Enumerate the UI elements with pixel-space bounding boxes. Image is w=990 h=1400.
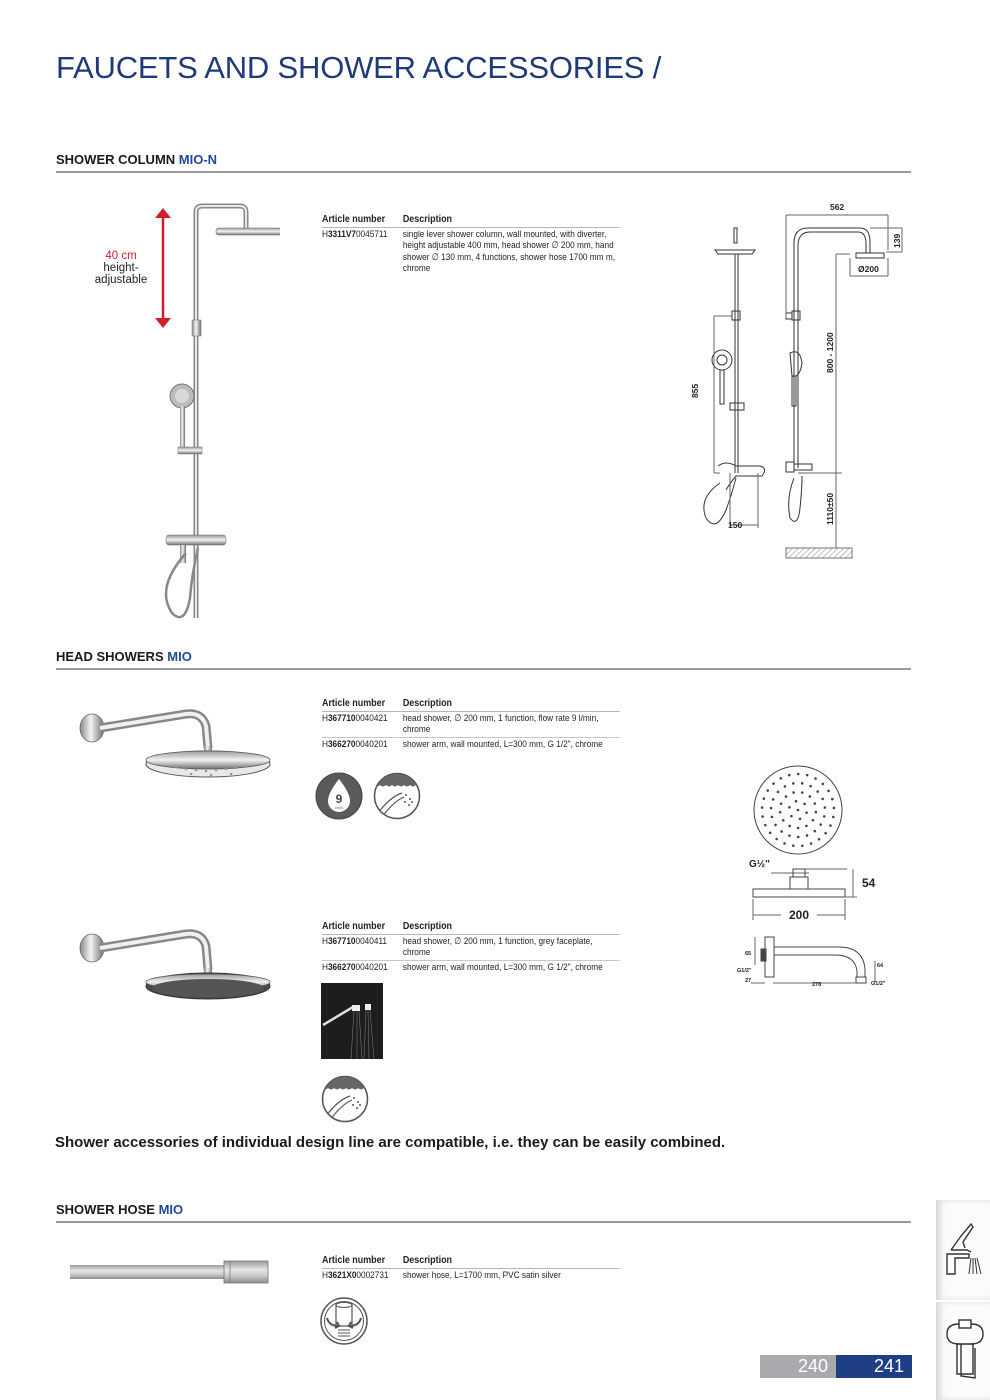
nozzle-dot — [797, 773, 800, 776]
nozzle-dot — [788, 774, 791, 777]
header-description: Description — [402, 214, 453, 225]
dim-mixer-spacing: 150 — [728, 520, 743, 530]
nozzle-dot — [779, 811, 782, 814]
article-suffix: 0040201 — [355, 738, 388, 750]
nozzle-dot — [788, 825, 791, 828]
nozzle-dot — [805, 811, 808, 814]
nozzle-dot — [774, 824, 777, 827]
header-article-number: Article number — [322, 698, 386, 709]
flow-rate-unit: l/min — [335, 806, 343, 810]
spec-table-shower-column — [322, 214, 620, 276]
nozzle-dot — [795, 800, 798, 803]
header-description: Description — [402, 698, 453, 709]
section-brand: MIO — [158, 1202, 184, 1217]
nozzle-dot — [775, 838, 778, 841]
nozzle-dot — [782, 819, 785, 822]
article-code: 3311V7 — [327, 228, 356, 240]
nozzle-dot — [813, 830, 816, 833]
height-adjust-value: 40 cm — [105, 250, 137, 262]
article-prefix: H — [322, 935, 328, 947]
article-code: 366270 — [327, 738, 356, 750]
height-adjust-text-1: height- — [103, 262, 139, 274]
nozzle-dot — [772, 798, 775, 801]
shower-column-image — [160, 198, 280, 626]
article-number — [322, 713, 403, 736]
nozzle-dot — [797, 827, 800, 830]
nozzle-dot — [806, 774, 809, 777]
table-row — [322, 1269, 620, 1283]
article-number — [322, 739, 403, 751]
nozzle-dot — [783, 842, 786, 845]
article-description: shower arm, wall mounted, L=300 mm, G 1/2", chrome — [402, 738, 603, 750]
header-article-number: Article number — [322, 1255, 386, 1266]
table-header — [322, 698, 620, 712]
dim-height-range: 800 - 1200 — [825, 332, 835, 373]
rain-spray-photo-icon — [321, 983, 383, 1059]
dim-arm-wall: 27 — [745, 978, 752, 984]
nozzle-dot — [763, 797, 766, 800]
section-title: SHOWER COLUMN — [56, 152, 176, 167]
table-header — [322, 214, 620, 228]
article-number — [322, 962, 403, 974]
section-heading-shower-hose — [56, 1202, 911, 1223]
table-row — [322, 935, 620, 961]
article-number — [322, 936, 403, 959]
article-prefix: H — [322, 738, 328, 750]
nozzle-dot — [792, 782, 795, 785]
article-description: single lever shower column, wall mounted, with diverter, height adjustable 400 mm, head shower ∅ 200 mm, hand shower ∅ 130 mm, 4 functions, shower hose 1700 mm m, chrome — [402, 228, 616, 275]
section-heading-shower-column — [56, 152, 911, 173]
dim-head-height: 139 — [892, 233, 902, 248]
flow-rate-value: 9 — [335, 792, 343, 806]
nozzle-dot — [829, 824, 832, 827]
nozzle-dot — [819, 823, 822, 826]
nozzle-dot — [790, 815, 793, 818]
header-article-number: Article number — [322, 921, 386, 932]
dim-height: 54 — [862, 876, 876, 890]
section-title: SHOWER HOSE — [56, 1202, 155, 1217]
dim-arm-thread-left: G1/2" — [737, 968, 752, 974]
height-adjust-label — [80, 250, 162, 286]
article-suffix: 0040201 — [355, 961, 388, 973]
height-adjust-text-2: adjustable — [94, 274, 148, 286]
shower-column-technical-drawing — [690, 198, 920, 563]
anti-twist-icon — [319, 1296, 369, 1346]
section-heading-head-showers — [56, 649, 911, 670]
side-tab-faucets[interactable] — [936, 1200, 990, 1300]
nozzle-dot — [818, 838, 821, 841]
compatibility-note: Shower accessories of individual design line are compatible, i.e. they can be easily combined. — [55, 1134, 726, 1151]
nozzle-dot — [797, 836, 800, 839]
towel-ring-icon — [937, 1302, 990, 1400]
dim-arm-drop: 64 — [877, 963, 884, 969]
nozzle-dot — [816, 790, 819, 793]
nozzle-dot — [780, 802, 783, 805]
nozzle-dot — [797, 809, 800, 812]
section-brand: MIO-N — [178, 152, 218, 167]
article-description: head shower, ∅ 200 mm, 1 function, grey faceplate, chrome — [402, 935, 593, 959]
nozzle-dot — [761, 815, 764, 818]
article-description: shower arm, wall mounted, L=300 mm, G 1/2", chrome — [402, 961, 603, 973]
nozzle-dot — [823, 815, 826, 818]
nozzle-dot — [799, 817, 802, 820]
article-number — [322, 1270, 403, 1282]
dim-head-diameter: Ø200 — [858, 264, 879, 274]
nozzle-dot — [801, 844, 804, 847]
flow-rate-icon — [314, 771, 364, 821]
table-header — [322, 1255, 620, 1269]
nozzle-dot — [832, 816, 835, 819]
article-description: shower hose, L=1700 mm, PVC satin silver — [402, 1269, 561, 1281]
article-suffix: 0045711 — [355, 228, 388, 240]
section-brand: MIO — [167, 649, 192, 664]
nozzle-dot — [772, 782, 775, 785]
nozzle-dot — [831, 798, 834, 801]
nozzle-dot — [761, 806, 764, 809]
article-code: 366270 — [327, 961, 356, 973]
head-shower-grey-image — [76, 920, 272, 1004]
nozzle-dot — [806, 834, 809, 837]
table-row — [322, 712, 620, 738]
article-code: 3621X0 — [327, 1269, 357, 1281]
article-prefix: H — [322, 961, 328, 973]
nozzle-dot — [801, 782, 804, 785]
nozzle-dot — [809, 785, 812, 788]
anti-limescale-icon — [320, 1074, 370, 1124]
nozzle-dot — [785, 795, 788, 798]
header-article-number: Article number — [322, 214, 386, 225]
anti-limescale-icon — [372, 771, 422, 821]
nozzle-dot — [770, 807, 773, 810]
nozzle-dot — [803, 803, 806, 806]
spec-table-head-shower-grey — [322, 921, 620, 974]
article-prefix: H — [322, 1269, 328, 1281]
nozzle-dot — [766, 789, 769, 792]
article-prefix: H — [322, 712, 328, 724]
nozzle-dot — [822, 783, 825, 786]
table-row — [322, 228, 620, 276]
article-prefix: H — [322, 228, 328, 240]
section-title: HEAD SHOWERS — [56, 649, 164, 664]
article-suffix: 0040411 — [355, 935, 388, 947]
nozzle-dot — [784, 785, 787, 788]
nozzle-dot — [788, 806, 791, 809]
basin-faucet-icon — [937, 1200, 990, 1300]
dim-width: 562 — [830, 202, 845, 212]
nozzle-dot — [821, 798, 824, 801]
page-title: FAUCETS AND SHOWER ACCESSORIES / — [56, 50, 662, 85]
dim-slide-bar: 855 — [690, 383, 700, 398]
head-shower-technical-drawing — [735, 765, 900, 995]
nozzle-dot — [792, 791, 795, 794]
dim-arm-length: 278 — [812, 982, 822, 988]
nozzle-dot — [769, 831, 772, 834]
nozzle-dot — [792, 844, 795, 847]
nozzle-dot — [771, 816, 774, 819]
table-row — [322, 961, 620, 975]
nozzle-dot — [812, 819, 815, 822]
nozzle-dot — [777, 791, 780, 794]
nozzle-dot — [780, 830, 783, 833]
article-suffix: 0040421 — [355, 712, 388, 724]
dim-arm-height: 65 — [745, 951, 752, 957]
spec-table-head-shower-chrome — [322, 698, 620, 751]
nozzle-dot — [809, 795, 812, 798]
page-number-current: 241 — [836, 1355, 912, 1378]
dim-thread: G½" — [749, 859, 770, 870]
nozzle-dot — [833, 807, 836, 810]
nozzle-dot — [780, 777, 783, 780]
shower-hose-image — [68, 1258, 272, 1288]
article-description: head shower, ∅ 200 mm, 1 function, flow rate 9 l/min, chrome — [402, 712, 599, 736]
nozzle-dot — [815, 811, 818, 814]
nozzle-dot — [824, 832, 827, 835]
header-description: Description — [402, 921, 453, 932]
nozzle-dot — [810, 842, 813, 845]
table-row — [322, 738, 620, 752]
dim-mount-height: 1110±50 — [825, 492, 835, 525]
nozzle-dot — [814, 777, 817, 780]
article-number — [322, 229, 403, 275]
dim-diameter: 200 — [789, 908, 810, 922]
nozzle-dot — [824, 806, 827, 809]
side-tab-accessories[interactable] — [936, 1302, 990, 1400]
table-header — [322, 921, 620, 935]
article-suffix: 0002731 — [356, 1269, 389, 1281]
nozzle-dot — [814, 802, 817, 805]
page-number-prev: 240 — [760, 1355, 836, 1378]
nozzle-dot — [764, 824, 767, 827]
article-code: 367710 — [327, 712, 356, 724]
head-shower-chrome-image — [76, 700, 272, 784]
nozzle-dot — [788, 834, 791, 837]
dim-arm-thread-right: G1/2" — [871, 981, 886, 987]
nozzle-dot — [801, 791, 804, 794]
article-code: 367710 — [327, 935, 356, 947]
nozzle-dot — [805, 825, 808, 828]
header-description: Description — [402, 1255, 453, 1266]
spec-table-shower-hose — [322, 1255, 620, 1282]
nozzle-dot — [827, 790, 830, 793]
